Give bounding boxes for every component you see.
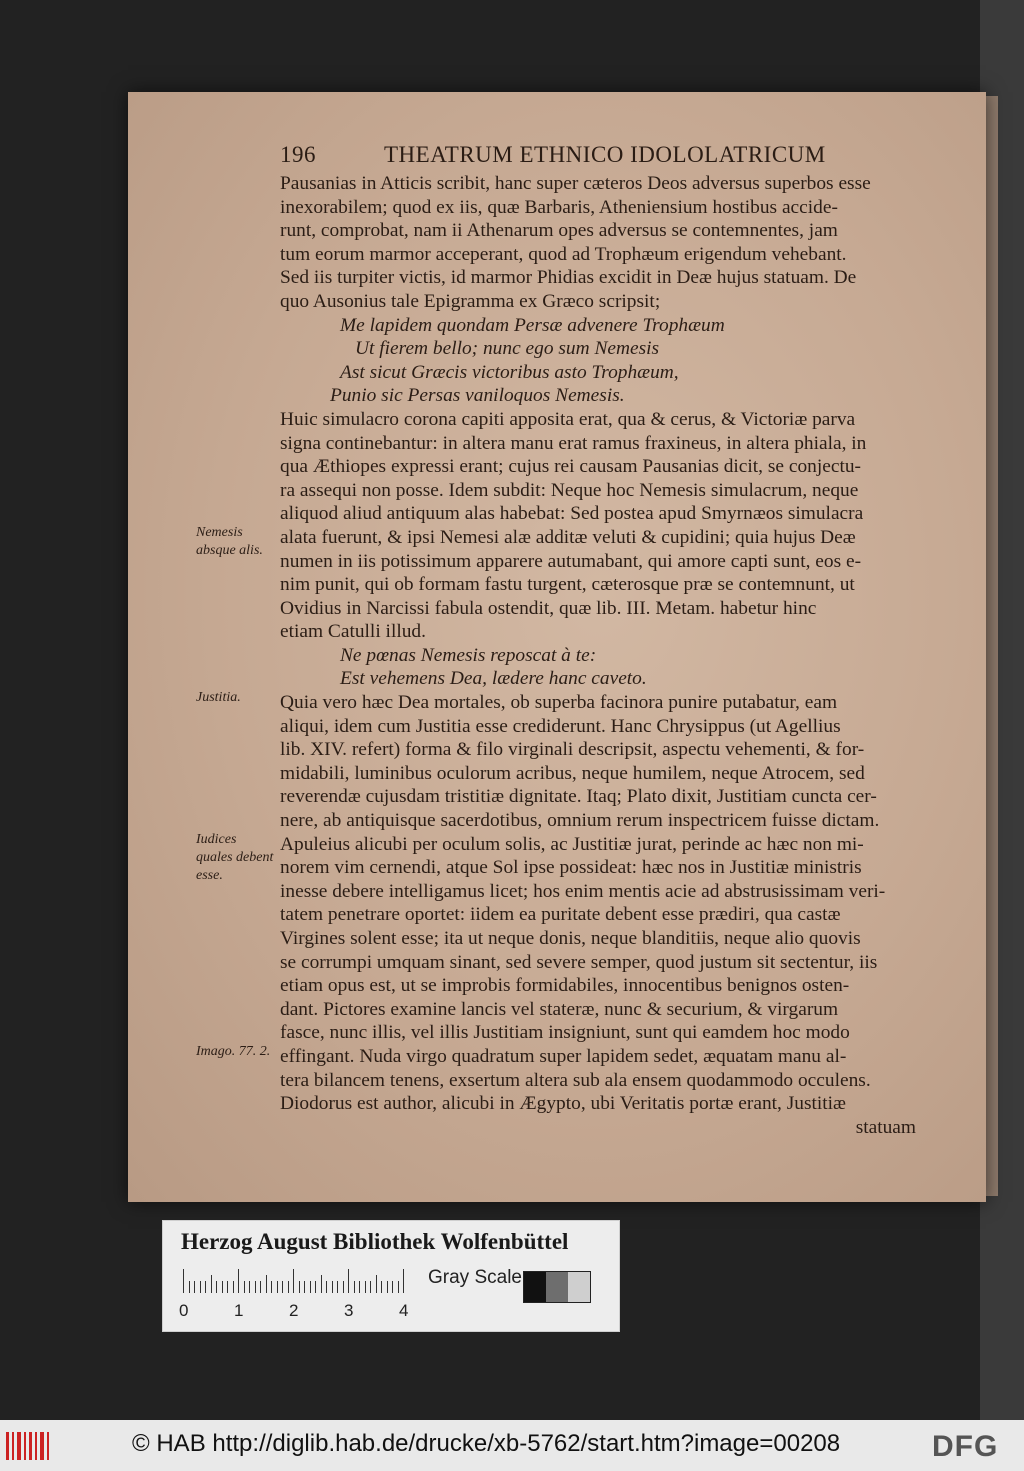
running-title: THEATRUM ETHNICO IDOLOLATRICUM xyxy=(384,142,826,167)
page-edge xyxy=(986,96,998,1196)
text-line: Ovidius in Narcissi fabula ostendit, quæ lib. III. Metam. habetur hinc xyxy=(280,597,817,619)
ruler-tick xyxy=(249,1281,250,1293)
ruler-tick xyxy=(189,1281,190,1293)
verse-line: Ut fierem bello; nunc ego sum Nemesis xyxy=(355,338,660,360)
scale-ruler xyxy=(183,1269,411,1293)
text-line: runt, comprobat, nam ii Athenarum opes adversus se contemnentes, jam xyxy=(280,220,838,242)
ruler-tick xyxy=(233,1281,234,1293)
text-line: tera bilancem tenens, exsertum altera sub ala ensem quodammodo occulens. xyxy=(280,1069,871,1091)
text-line: alata fuerunt, & ipsi Nemesi alæ additæ veluti & cupidini; quia hujus Deæ xyxy=(280,526,856,548)
verse-line: Ne pœnas Nemesis reposcat à te: xyxy=(340,644,597,666)
ruler-tick xyxy=(271,1281,272,1293)
ruler-tick xyxy=(348,1269,349,1293)
ruler-number: 2 xyxy=(289,1301,299,1320)
text-line: inexorabilem; quod ex iis, quæ Barbaris, Atheniensium hostibus accide- xyxy=(280,196,838,218)
ruler-tick xyxy=(266,1275,267,1293)
ruler-tick xyxy=(387,1281,388,1293)
ruler-number: 4 xyxy=(399,1301,409,1320)
ruler-tick xyxy=(326,1281,327,1293)
ruler-tick xyxy=(343,1281,344,1293)
text-line: tatem penetrare oportet: iidem ea puritate debent esse prædiri, qua castæ xyxy=(280,904,841,926)
margin-note: Imago. 77. 2. xyxy=(196,1044,271,1060)
text-line: Sed iis turpiter victis, id marmor Phidias excidit in Deæ hujus statuam. De xyxy=(280,267,857,289)
ruler-tick xyxy=(293,1269,294,1293)
gray-patch xyxy=(524,1272,546,1302)
text-line: norem vim cernendi, atque Sol ipse possideat: hæc nos in Justitiæ ministris xyxy=(280,857,862,879)
margin-note: Iudices quales debent esse. xyxy=(196,831,274,883)
ruler-tick xyxy=(332,1281,333,1293)
ruler-tick xyxy=(321,1275,322,1293)
verse-line: Me lapidem quondam Persæ advenere Trophæum xyxy=(340,314,725,336)
text-line: Quia vero hæc Dea mortales, ob superba facinora punire putabatur, eam xyxy=(280,692,838,714)
gray-scale-patches xyxy=(523,1271,591,1303)
ruler-tick xyxy=(288,1281,289,1293)
ruler-tick xyxy=(376,1275,377,1293)
text-line: lib. XIV. refert) forma & filo virginali descripsit, aspectu vehementi, & for- xyxy=(280,739,865,761)
gray-patch xyxy=(568,1272,590,1302)
viewer-footer xyxy=(0,1420,1024,1471)
verse-line: Ast sicut Græcis victoribus asto Trophæum, xyxy=(340,361,679,383)
ruler-tick xyxy=(216,1281,217,1293)
ruler-tick xyxy=(227,1281,228,1293)
ruler-tick xyxy=(194,1281,195,1293)
text-line: effingant. Nuda virgo quadratum super lapidem sedet, æquatam manu al- xyxy=(280,1045,847,1067)
ruler-tick xyxy=(392,1281,393,1293)
text-line: Virgines solent esse; ita ut neque donis, neque blanditiis, neque alio quovis xyxy=(280,928,861,949)
margin-note: Nemesis absque alis. xyxy=(196,525,263,558)
ruler-tick xyxy=(222,1281,223,1293)
verse-line: Est vehemens Dea, lædere hanc caveto. xyxy=(340,668,647,690)
ruler-number: 1 xyxy=(234,1301,244,1320)
ruler-tick xyxy=(310,1281,311,1293)
ruler-number: 3 xyxy=(344,1301,354,1320)
library-color-card xyxy=(162,1220,620,1332)
text-line: fasce, nunc illis, vel illis Justitiam insigniunt, sunt qui eamdem hoc modo xyxy=(280,1022,850,1044)
text-line: tum eorum marmor acceperant, quod ad Trophæum erigendum vehebant. xyxy=(280,243,847,265)
ruler-tick xyxy=(370,1281,371,1293)
text-line: numen in iis potissimum apparere autumabant, qui amore capti sunt, eos e- xyxy=(280,550,862,572)
gray-patch xyxy=(546,1272,568,1302)
ruler-tick xyxy=(354,1281,355,1293)
text-line: etiam opus est, ut se improbis formidabiles, innocentibus benignos osten- xyxy=(280,975,850,997)
text-line: Diodorus est author, alicubi in Ægypto, ubi Veritatis portæ erant, Justitiæ xyxy=(280,1093,846,1115)
ruler-tick xyxy=(359,1281,360,1293)
ruler-tick xyxy=(304,1281,305,1293)
text-line: midabili, luminibus oculorum acribus, neque humilem, neque Atrocem, sed xyxy=(280,762,865,784)
text-line: nim punit, qui ob formam fastu turgent, cæterosque præ se contemnunt, ut xyxy=(280,574,855,596)
ruler-tick xyxy=(200,1281,201,1293)
ruler-tick xyxy=(244,1281,245,1293)
text-line: qua Æthiopes expressi erant; cujus rei causam Pausanias dicit, se conjectu- xyxy=(280,456,862,478)
dfg-logo: DFG xyxy=(932,1430,999,1463)
ruler-tick xyxy=(365,1281,366,1293)
ruler-tick xyxy=(205,1281,206,1293)
ruler-tick xyxy=(299,1281,300,1293)
text-line: dant. Pictores examine lancis vel stateræ, nunc & securium, & virgarum xyxy=(280,998,839,1020)
text-line: aliqui, idem cum Justitia esse crediderunt. Hanc Chrysippus (ut Agellius xyxy=(280,715,841,737)
ruler-number: 0 xyxy=(179,1301,189,1320)
text-line: ra assequi non posse. Idem subdit: Neque hoc Nemesis simulacrum, neque xyxy=(280,479,859,501)
text-line: reverendæ cujusdam tristitiæ dignitate. Itaq; Plato dixit, Justitiam cuncta cer- xyxy=(280,786,877,808)
text-line: se corrumpi umquam sinant, sed severe semper, quod justum sit sectentur, iis xyxy=(280,951,878,973)
text-line: nere, ab antiquisque sacerdotibus, omnium rerum inspectricem fuisse dictam. xyxy=(280,810,880,832)
ruler-tick xyxy=(381,1281,382,1293)
ruler-tick xyxy=(183,1269,184,1293)
text-line: Huic simulacro corona capiti apposita erat, qua & cerus, & Victoriæ parva xyxy=(280,408,856,430)
ruler-tick xyxy=(337,1281,338,1293)
ruler-tick xyxy=(211,1275,212,1293)
body-text xyxy=(280,172,916,1139)
text-line: signa continebantur: in altera manu erat ramus fraxineus, in altera phiala, in xyxy=(280,432,867,454)
ruler-tick xyxy=(282,1281,283,1293)
text-line: Pausanias in Atticis scribit, hanc super cæteros Deos adversus superbos esse xyxy=(280,173,871,194)
ruler-tick xyxy=(255,1281,256,1293)
margin-note: Justitia. xyxy=(196,690,241,706)
verse-line: Punio sic Persas vaniloquos Nemesis. xyxy=(330,385,625,407)
text-line: inesse debere intelligamus licet; hos enim mentis acie ad abstrusissimam veri- xyxy=(280,880,886,902)
ruler-tick xyxy=(403,1269,404,1293)
text-line: quo Ausonius tale Epigramma ex Græco scripsit; xyxy=(280,290,661,312)
running-header xyxy=(280,142,920,170)
text-line: aliquod aliud antiquum alas habebat: Sed postea apud Smyrnæos simulacra xyxy=(280,503,864,525)
ruler-tick xyxy=(238,1269,239,1293)
text-line: Apuleius alicubi per oculum solis, ac Justitiæ jurat, perinde ac hæc non mi- xyxy=(280,833,864,855)
gray-scale-label: Gray Scale xyxy=(428,1267,522,1288)
catchword: statuam xyxy=(855,1116,916,1138)
barcode-icon xyxy=(4,1428,52,1464)
library-name: Herzog August Bibliothek Wolfenbüttel xyxy=(181,1229,569,1254)
copyright-link[interactable]: © HAB http://diglib.hab.de/drucke/xb-5762/start.htm?image=00208 xyxy=(132,1430,841,1457)
ruler-tick xyxy=(260,1281,261,1293)
ruler-tick xyxy=(315,1281,316,1293)
ruler-tick xyxy=(398,1281,399,1293)
ruler-tick xyxy=(277,1281,278,1293)
page-number: 196 xyxy=(280,142,316,167)
text-line: etiam Catulli illud. xyxy=(280,621,426,643)
